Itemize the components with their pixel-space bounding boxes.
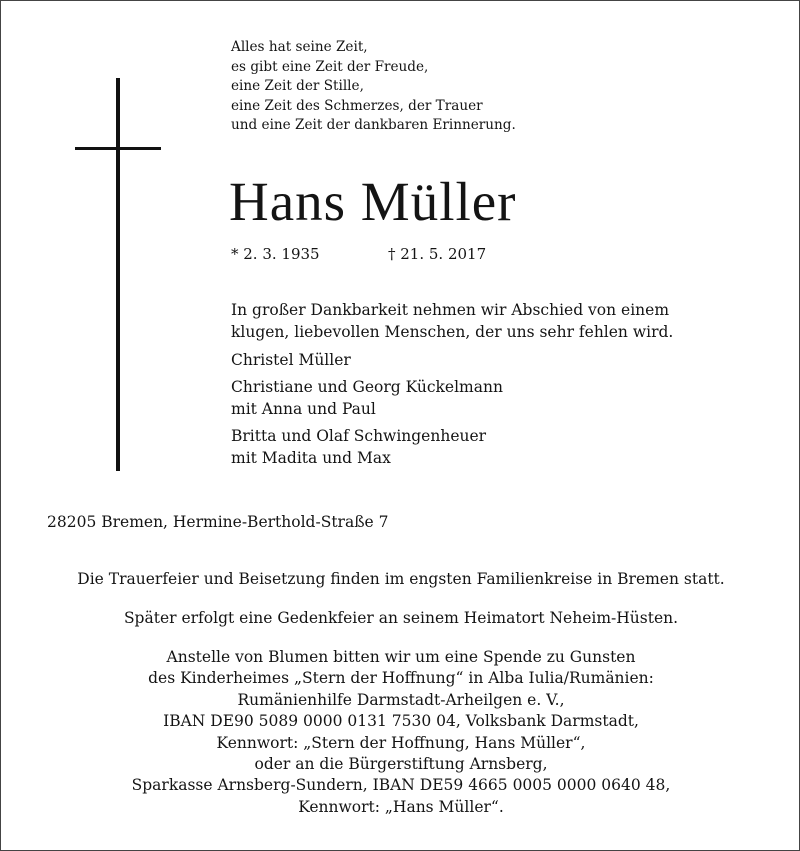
donation-line: Kennwort: „Stern der Hoffnung, Hans Müller“, bbox=[216, 733, 586, 752]
donation-line: Kennwort: „Hans Müller“. bbox=[298, 797, 504, 816]
farewell-line: klugen, liebevollen Menschen, der uns sehr fehlen wird. bbox=[231, 323, 674, 341]
farewell-line: In großer Dankbarkeit nehmen wir Abschied von einem bbox=[231, 301, 670, 319]
deceased-name: Hans Müller bbox=[229, 171, 517, 232]
mourner-name: Christel Müller bbox=[231, 351, 351, 369]
poem-line: Alles hat seine Zeit, bbox=[231, 39, 368, 55]
birth-date: * 2. 3. 1935 bbox=[231, 245, 320, 263]
poem-line: eine Zeit des Schmerzes, der Trauer bbox=[231, 97, 483, 114]
mourner-name: Britta und Olaf Schwingenheuer bbox=[231, 427, 487, 445]
donation-line: IBAN DE90 5089 0000 0131 7530 04, Volksbank Darmstadt, bbox=[163, 712, 639, 731]
life-dates bbox=[231, 241, 487, 267]
donation-line: des Kinderheimes „Stern der Hoffnung“ in Alba Iulia/Rumänien: bbox=[148, 669, 654, 688]
donation-line: Anstelle von Blumen bitten wir um eine Spende zu Gunsten bbox=[166, 648, 636, 666]
poem-line: eine Zeit der Stille, bbox=[231, 78, 364, 95]
funeral-notice: Die Trauerfeier und Beisetzung finden im engsten Familienkreise in Bremen statt. bbox=[77, 570, 725, 588]
mourner-name: mit Anna und Paul bbox=[231, 400, 376, 418]
donation-request bbox=[1, 647, 800, 818]
donation-line: Rumänienhilfe Darmstadt-Arheilgen e. V., bbox=[237, 690, 565, 709]
poem-line: und eine Zeit der dankbaren Erinnerung. bbox=[231, 117, 516, 134]
farewell-text bbox=[231, 299, 751, 343]
mourner-group bbox=[231, 376, 751, 420]
death-date: † 21. 5. 2017 bbox=[388, 245, 487, 263]
mourner-name: mit Madita und Max bbox=[231, 449, 391, 467]
cross-icon-bar bbox=[75, 147, 161, 150]
mourner-name: Christiane und Georg Kückelmann bbox=[231, 378, 503, 396]
poem bbox=[231, 38, 651, 136]
mourner-group bbox=[231, 349, 751, 371]
mourner-group bbox=[231, 425, 751, 469]
poem-line: es gibt eine Zeit der Freude, bbox=[231, 58, 429, 75]
donation-line: Sparkasse Arnsberg-Sundern, IBAN DE59 4665 0005 0000 0640 48, bbox=[131, 776, 671, 795]
donation-line: oder an die Bürgerstiftung Arnsberg, bbox=[254, 755, 548, 774]
memorial-notice: Später erfolgt eine Gedenkfeier an seinem Heimatort Neheim-Hüsten. bbox=[123, 609, 679, 627]
family-address: 28205 Bremen, Hermine-Berthold-Straße 7 bbox=[47, 513, 389, 531]
cross-icon bbox=[116, 78, 120, 471]
mourners-list bbox=[231, 349, 751, 474]
